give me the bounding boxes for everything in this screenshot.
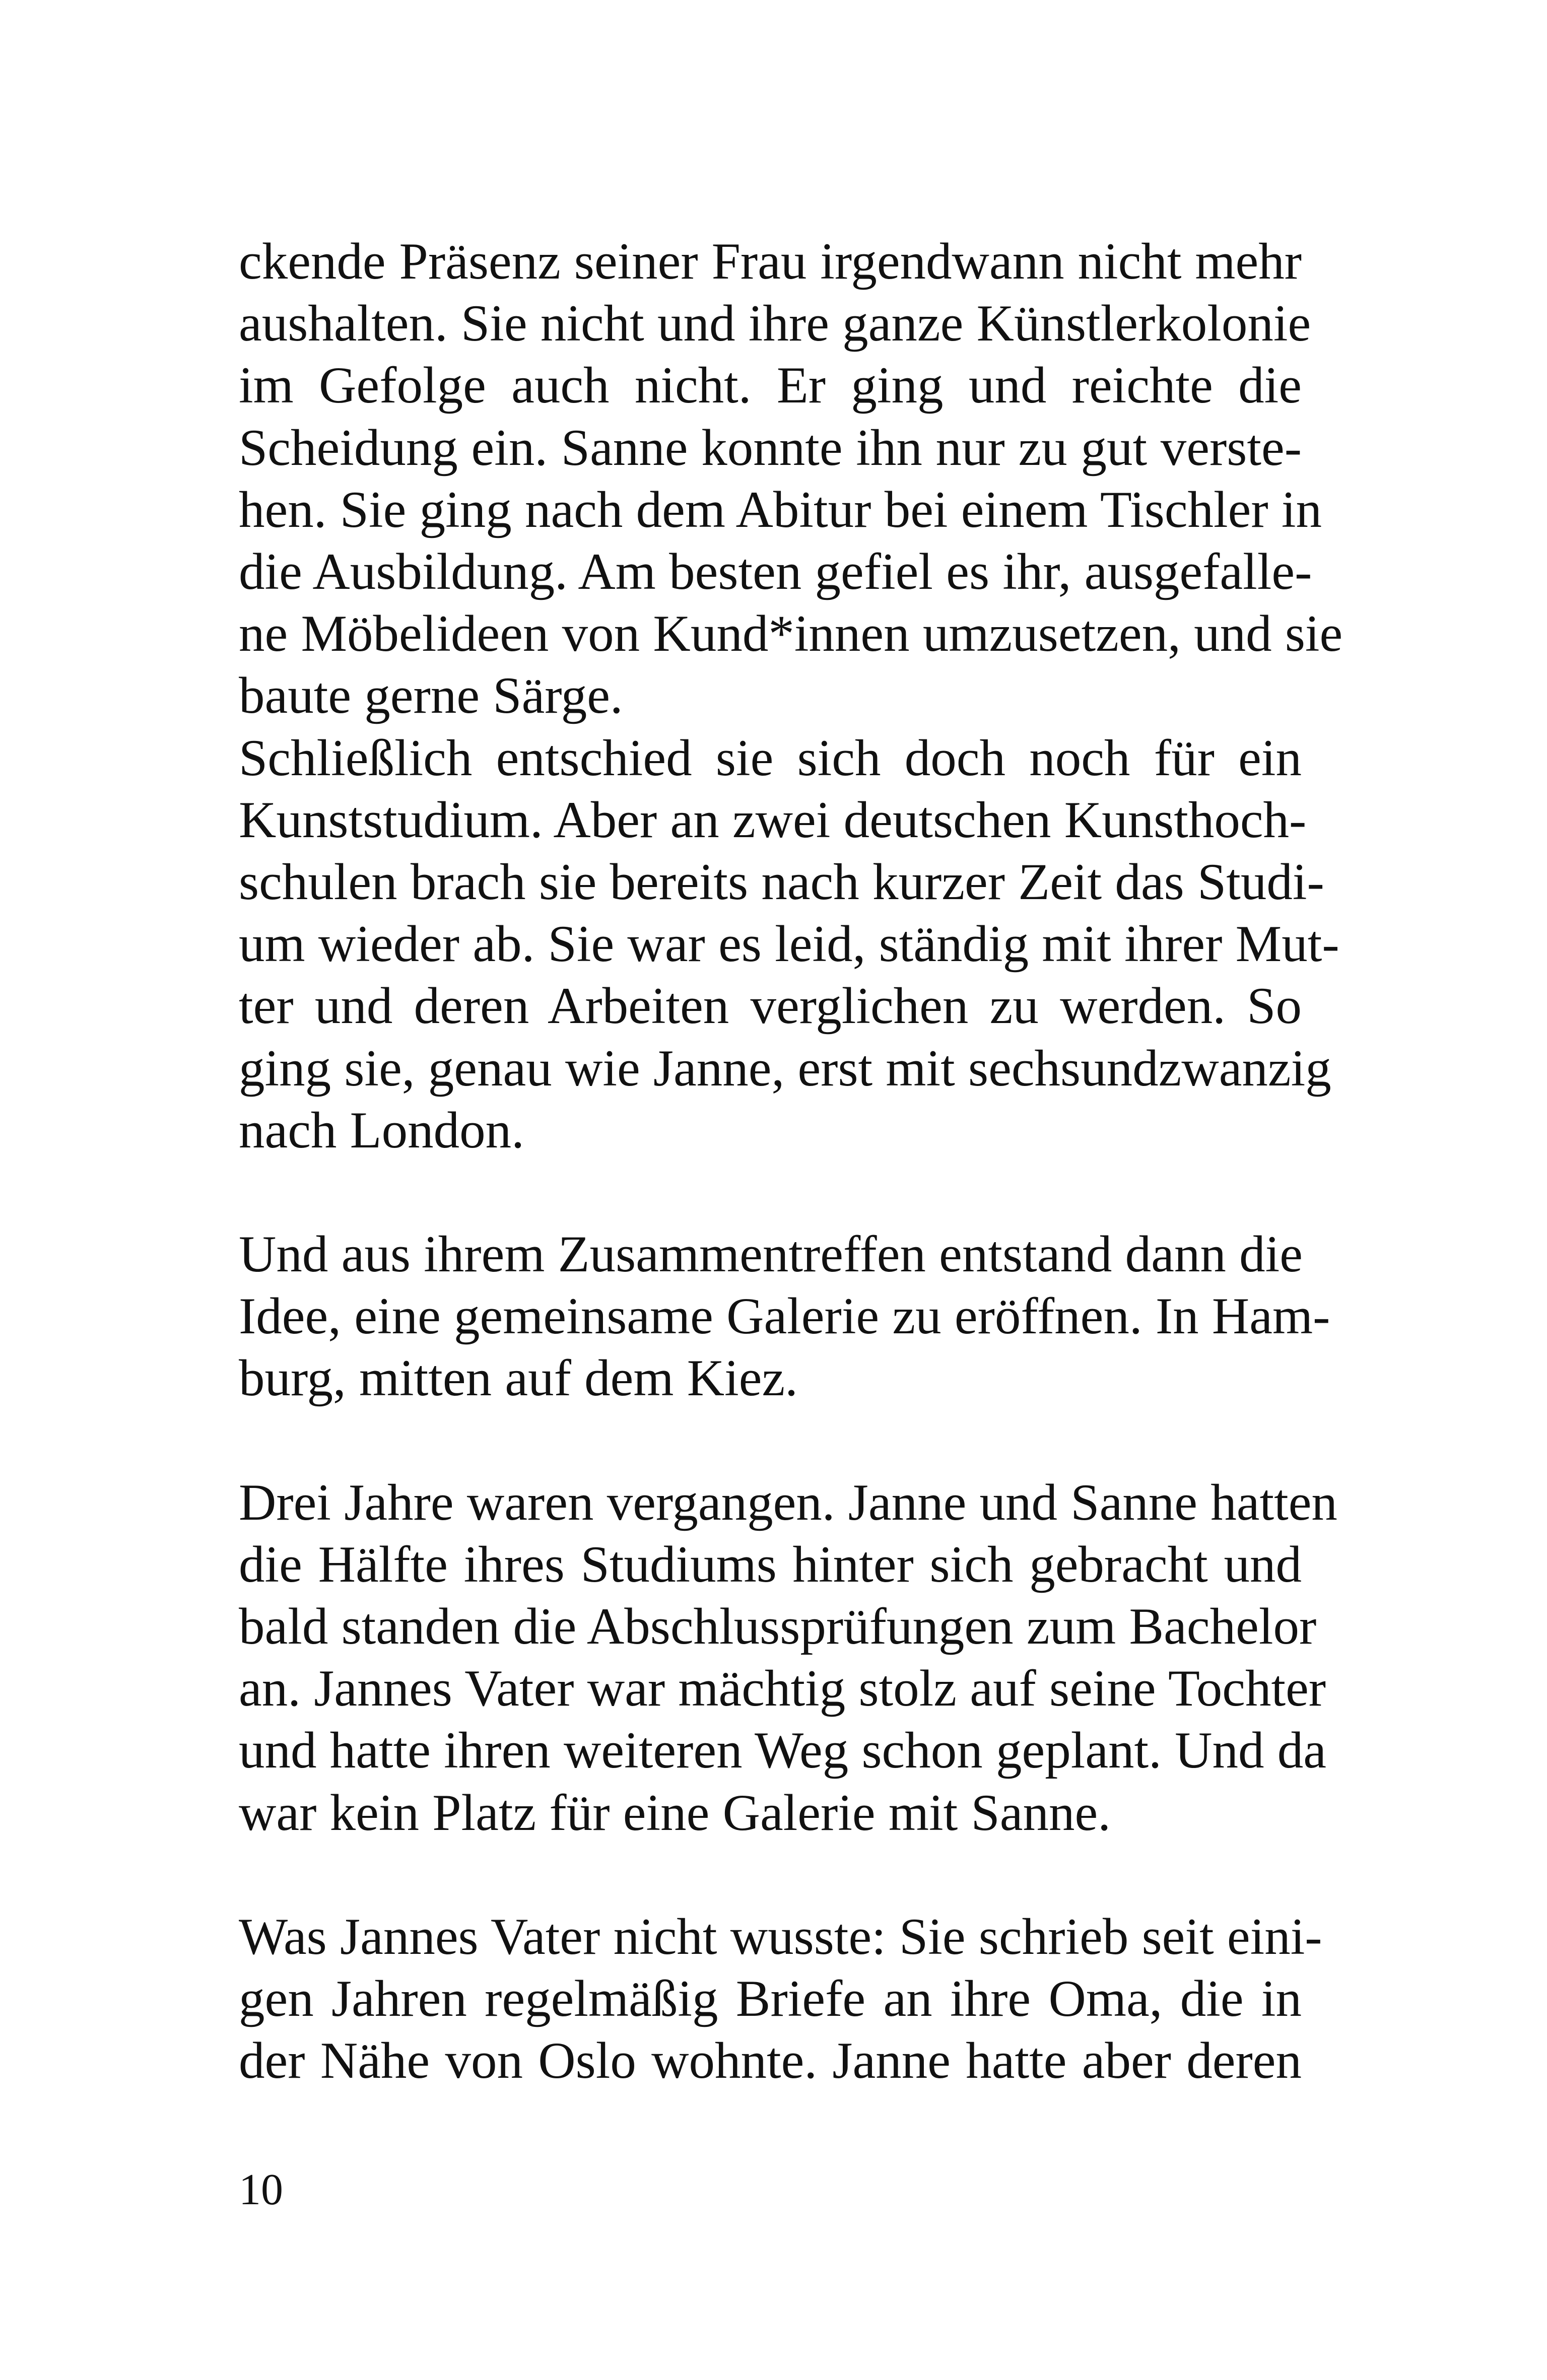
text-line: an. Jannes Vater war mächtig stolz auf seine Tochter bbox=[239, 1660, 1326, 1718]
text-line: die Hälfte ihres Studiums hinter sich gebracht und bbox=[239, 1535, 1302, 1593]
text-line: hen. Sie ging nach dem Abitur bei einem Tischler in bbox=[239, 481, 1322, 538]
text-line: aushalten. Sie nicht und ihre ganze Künstlerkolonie bbox=[239, 295, 1311, 353]
text-line: Kunststudium. Aber an zwei deutschen Kunsthoch- bbox=[239, 791, 1307, 849]
text-line: Schließlich entschied sie sich doch noch für ein bbox=[239, 729, 1302, 787]
paragraph-4 bbox=[239, 1472, 1337, 1844]
text-line: Drei Jahre waren vergangen. Janne und Sanne hatten bbox=[239, 1473, 1337, 1531]
text-line: Idee, eine gemeinsame Galerie zu eröffnen. In Ham- bbox=[239, 1287, 1330, 1345]
paragraph-2 bbox=[239, 727, 1339, 1162]
text-line: war kein Platz für eine Galerie mit Sanne. bbox=[239, 1784, 1111, 1842]
text-line: die Ausbildung. Am besten gefiel es ihr, ausgefalle- bbox=[239, 543, 1312, 601]
paragraph-gap bbox=[239, 1162, 1302, 1223]
paragraph-1 bbox=[239, 231, 1343, 727]
text-line: im Gefolge auch nicht. Er ging und reichte die bbox=[239, 357, 1302, 415]
paragraph-5 bbox=[239, 1906, 1322, 2092]
text-line: Scheidung ein. Sanne konnte ihn nur zu gut verste- bbox=[239, 419, 1302, 477]
text-line: um wieder ab. Sie war es leid, ständig mit ihrer Mut- bbox=[239, 915, 1339, 973]
text-line: nach London. bbox=[239, 1101, 524, 1159]
paragraph-3 bbox=[239, 1223, 1330, 1410]
page-number: 10 bbox=[239, 2165, 283, 2214]
text-line: Was Jannes Vater nicht wusste: Sie schrieb seit eini- bbox=[239, 1908, 1322, 1965]
text-line: schulen brach sie bereits nach kurzer Zeit das Studi- bbox=[239, 853, 1324, 911]
text-line: und hatte ihren weiteren Weg schon geplant. Und da bbox=[239, 1722, 1327, 1780]
text-line: ckende Präsenz seiner Frau irgendwann nicht mehr bbox=[239, 233, 1302, 290]
paragraph-gap bbox=[239, 1844, 1302, 1906]
text-line: baute gerne Särge. bbox=[239, 667, 623, 725]
text-line: burg, mitten auf dem Kiez. bbox=[239, 1349, 798, 1407]
text-line: ne Möbelideen von Kund*innen umzusetzen, und sie bbox=[239, 605, 1343, 663]
text-line: ter und deren Arbeiten verglichen zu werden. So bbox=[239, 977, 1302, 1035]
body-text bbox=[239, 231, 1343, 2092]
text-line: gen Jahren regelmäßig Briefe an ihre Oma, die in bbox=[239, 1970, 1302, 2028]
paragraph-gap bbox=[239, 1410, 1302, 1472]
text-line: ging sie, genau wie Janne, erst mit sechsundzwanzig bbox=[239, 1039, 1331, 1097]
text-line: Und aus ihrem Zusammentreffen entstand dann die bbox=[239, 1226, 1303, 1283]
text-line: bald standen die Abschlussprüfungen zum Bachelor bbox=[239, 1598, 1317, 1656]
text-line: der Nähe von Oslo wohnte. Janne hatte aber deren bbox=[239, 2032, 1302, 2090]
